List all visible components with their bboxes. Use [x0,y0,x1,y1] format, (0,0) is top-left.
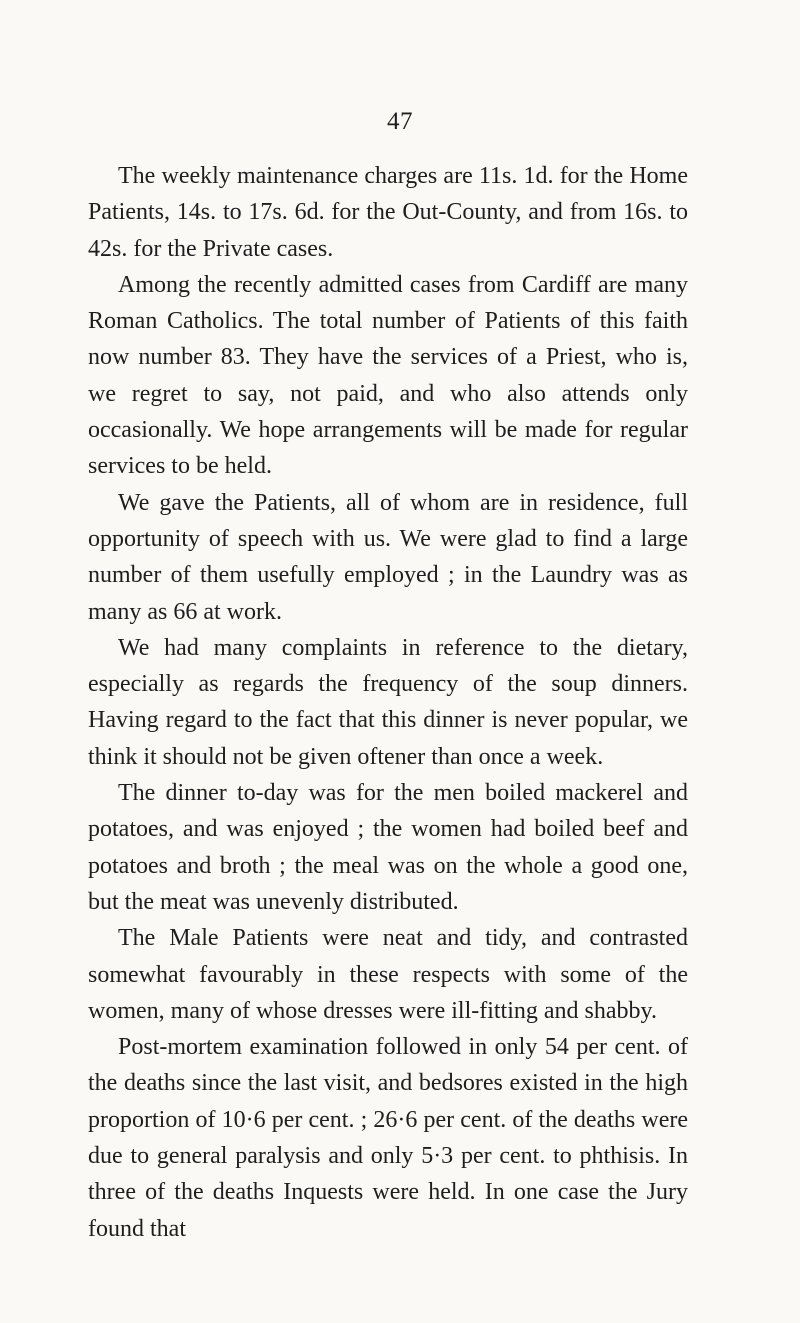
paragraph-maintenance-charges: The weekly maintenance charges are 11s. 1d. for the Home Patients, 14s. to 17s. 6d. for the Out-County, and from 16s. to 42s. for the Private cases. [88,163,688,262]
paragraph-roman-catholics: Among the recently admitted cases from Cardiff are many Roman Catholics. The total number of Patients of this faith now number 83. They have the services of a Priest, who is, we regret to say, not paid, and who also attends only occasionally. We hope arrangements will be made for regular services to be held. [88,271,688,480]
paragraph-patients-speech: We gave the Patients, all of whom are in residence, full opportunity of speech with us. We were glad to find a large number of them usefully employed ; in the Laundry was as many as 66 at work. [88,489,688,625]
body-text [88,158,688,1247]
paragraph-dietary-complaints: We had many complaints in reference to the dietary, especially as regards the frequency of the soup dinners. Having regard to the fact that this dinner is never popular, we think it should not be given oftener than once a week. [88,634,688,770]
page-number: 47 [387,108,413,135]
paragraph-post-mortem: Post-mortem examination followed in only 54 per cent. of the deaths since the last visit, and bedsores existed in the high proportion of 10·6 per cent. ; 26·6 per cent. of the deaths were due to general paralysis and only 5·3 per cent. to phthisis. In three of the deaths Inquests were held. In one case the Jury found that [88,1034,688,1242]
paragraph-dinner: The dinner to-day was for the men boiled mackerel and potatoes, and was enjoyed ; the women had boiled beef and potatoes and broth ; the meal was on the whole a good one, but the meat was unevenly distributed. [88,780,688,915]
paragraph-male-patients: The Male Patients were neat and tidy, and contrasted somewhat favourably in these respects with some of the women, many of whose dresses were ill-fitting and shabby. [88,925,688,1024]
